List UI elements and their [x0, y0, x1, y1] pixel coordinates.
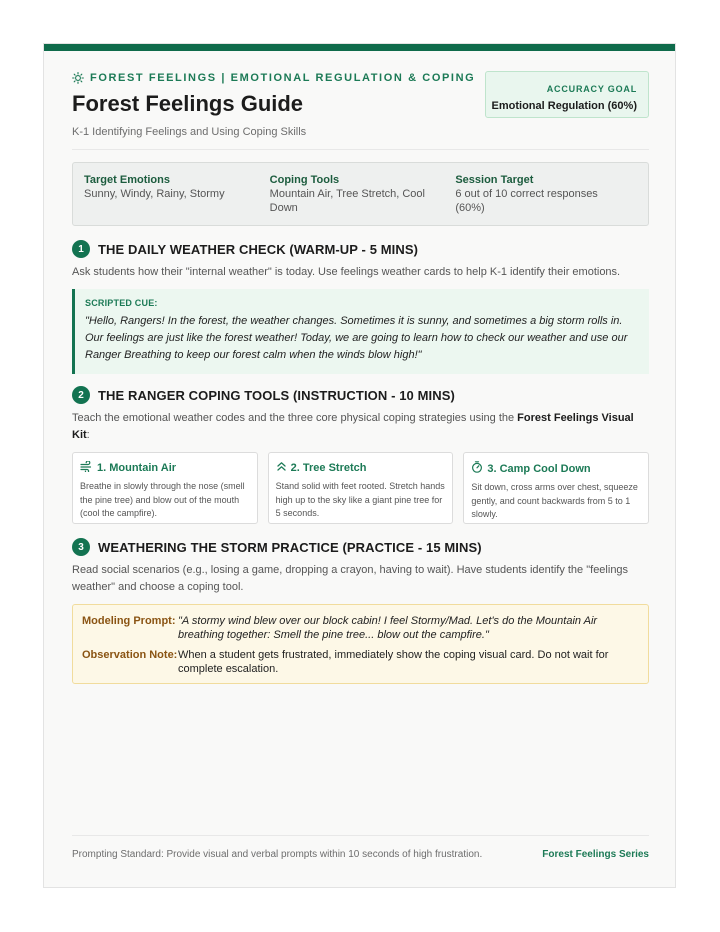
tool-card-mountain-air	[72, 452, 258, 524]
tool-title	[471, 461, 641, 476]
kicker-text: FOREST FEELINGS | EMOTIONAL REGULATION & COPING	[90, 72, 476, 84]
timer-icon	[471, 461, 483, 476]
section-title: THE RANGER COPING TOOLS (INSTRUCTION - 10 MINS)	[98, 387, 455, 403]
section-1-body: Ask students how their "internal weather" is today. Use feelings weather cards to help K-1 identify their emotions.	[72, 266, 621, 278]
tool-title	[80, 461, 250, 475]
tool-description: Stand solid with feet rooted. Stretch hands high up to the sky like a giant pine tree for 5 seconds.	[275, 481, 445, 518]
header-divider	[72, 149, 649, 150]
scripted-cue-box	[72, 289, 649, 374]
section-number-badge: 3	[72, 538, 90, 556]
tool-card-tree-stretch	[268, 452, 454, 524]
header-kicker	[72, 72, 475, 84]
cue-text: "Hello, Rangers! In the forest, the weather changes. Sometimes it is sunny, and sometimes a big storm rolls in. Our feelings are just like the forest weather! Today, we are going to learn how to check our weather and use our Ranger Breathing to keep our forest calm when the winds blow high!"	[85, 315, 628, 361]
section-number-badge: 2	[72, 386, 90, 404]
section-number-badge: 1	[72, 240, 90, 258]
footer-note: Prompting Standard: Provide visual and verbal prompts within 10 seconds of high frustration.	[72, 849, 483, 860]
accuracy-goal-box	[485, 71, 649, 118]
section-3-heading	[72, 538, 482, 556]
section-title: THE DAILY WEATHER CHECK (WARM-UP - 5 MINS)	[98, 241, 419, 257]
tool-card-camp-cool-down	[463, 452, 649, 524]
info-label: Session Target	[455, 174, 534, 186]
sun-icon	[72, 72, 84, 84]
cue-label: SCRIPTED CUE:	[85, 298, 158, 308]
observation-label: Observation Note:	[82, 649, 178, 661]
observation-note-row	[82, 648, 638, 676]
body-text-end: :	[86, 429, 90, 441]
info-value: 6 out of 10 correct responses (60%)	[455, 188, 598, 214]
info-value: Sunny, Windy, Rainy, Stormy	[84, 188, 225, 200]
modeling-text: "A stormy wind blew over our block cabin! I feel Stormy/Mad. Let's do the Mountain Air breathing together: Smell the pine tree... blow out the campfire."	[178, 615, 598, 641]
footer-divider	[72, 835, 649, 836]
tool-title-text: 3. Camp Cool Down	[487, 462, 591, 475]
visual-kit-name: Forest Feelings Visual Kit	[72, 412, 634, 441]
coping-tools-row	[72, 452, 649, 524]
wind-icon	[80, 461, 93, 475]
goal-value: Emotional Regulation (60%)	[491, 100, 637, 112]
page-subtitle: K-1 Identifying Feelings and Using Coping Skills	[72, 126, 307, 138]
tool-description: Breathe in slowly through the nose (smell the pine tree) and blow out of the mouth (cool the campfire).	[80, 481, 245, 518]
section-1-heading	[72, 240, 418, 258]
chevrons-up-icon	[276, 461, 287, 475]
tool-title-text: 1. Mountain Air	[97, 462, 177, 474]
section-title: WEATHERING THE STORM PRACTICE (PRACTICE - 15 MINS)	[98, 539, 482, 555]
body-text: Teach the emotional weather codes and the three core physical coping strategies using the	[72, 412, 518, 424]
modeling-prompt-row	[82, 614, 638, 642]
section-2-body	[72, 410, 649, 444]
accent-top-bar	[44, 44, 675, 51]
tool-title	[276, 461, 446, 475]
goal-label: ACCURACY GOAL	[546, 84, 637, 94]
info-coping-tools	[266, 174, 452, 225]
footer-series-name: Forest Feelings Series	[542, 849, 649, 860]
observation-text: When a student gets frustrated, immediately show the coping visual card. Do not wait for complete escalation.	[178, 649, 609, 675]
page-title: Forest Feelings Guide	[72, 91, 304, 116]
info-label: Target Emotions	[84, 174, 170, 186]
modeling-label: Modeling Prompt:	[82, 615, 176, 627]
info-session-target	[451, 174, 637, 225]
tool-description: Sit down, cross arms over chest, squeeze gently, and count backwards from 5 to 1 slowly.	[471, 482, 638, 519]
section-3-body: Read social scenarios (e.g., losing a game, dropping a crayon, having to wait). Have students identify the "feelings weather" and choose a coping tool.	[72, 564, 629, 593]
info-target-emotions	[84, 174, 266, 225]
session-info-box	[72, 162, 649, 226]
practice-notes-box	[72, 604, 649, 684]
info-label: Coping Tools	[269, 174, 340, 186]
document-page	[43, 43, 676, 888]
tool-title-text: 2. Tree Stretch	[290, 462, 367, 474]
section-2-heading	[72, 386, 455, 404]
info-value: Mountain Air, Tree Stretch, Cool Down	[269, 188, 425, 214]
